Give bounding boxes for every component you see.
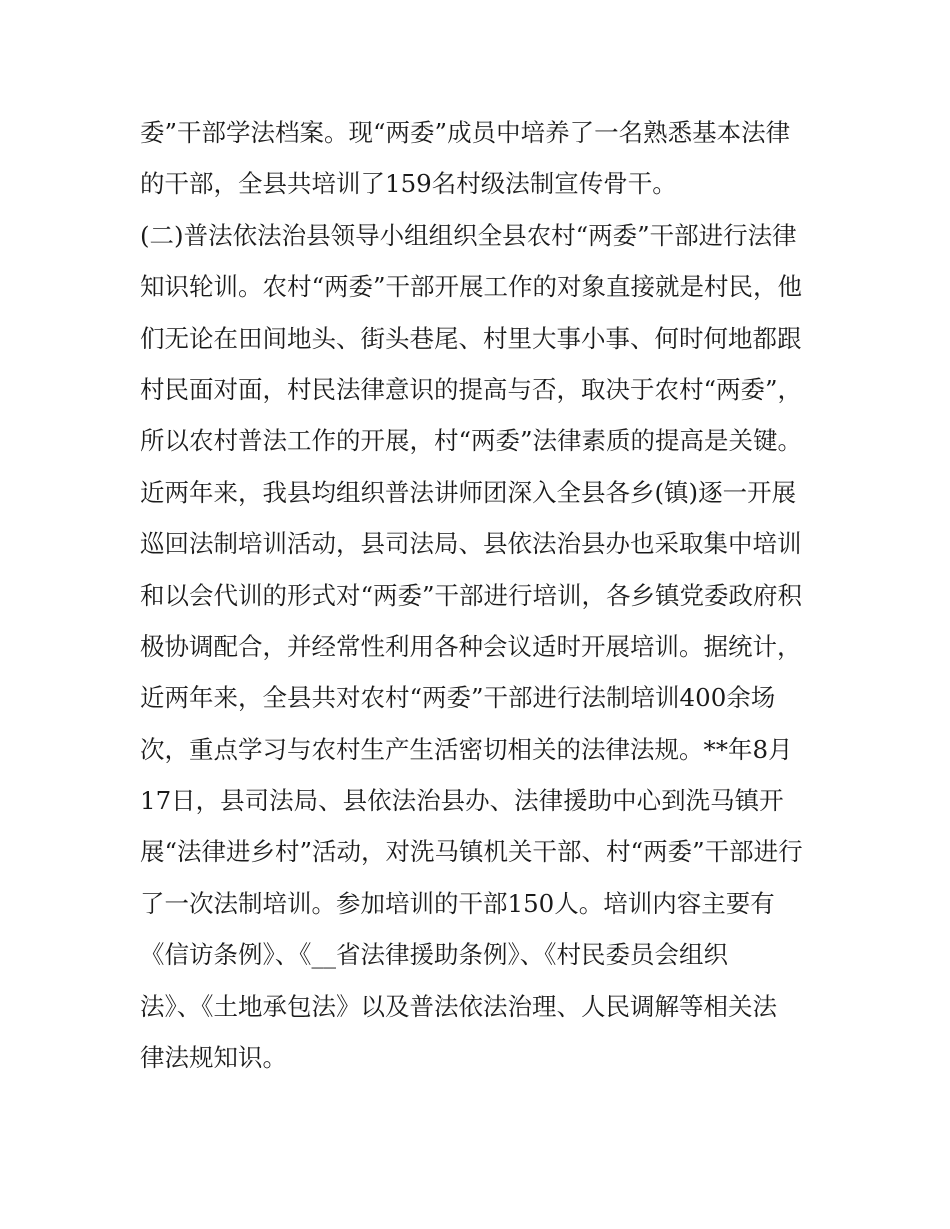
text-line: 近两年来，我县均组织普法讲师团深入全县各乡(镇)逐一开展 [140,477,797,507]
text-line: 展“法律进乡村”活动，对洗马镇机关干部、村“两委”干部进行 [140,837,803,867]
text-line: 巡回法制培训活动，县司法局、县依法治县办也采取集中培训 [140,529,802,559]
text-line: 了一次法制培训。参加培训的干部150人。培训内容主要有 [140,888,775,918]
text-line: 村民面对面，村民法律意识的提高与否，取决于农村“两委”， [140,374,803,404]
text-line: 17日，县司法局、县依法治县办、法律援助中心到洗马镇开 [140,786,784,816]
text-line: 们无论在田间地头、街头巷尾、村里大事小事、何时何地都跟 [140,323,802,353]
text-line: 所以农村普法工作的开展，村“两委”法律素质的提高是关键。 [140,426,803,456]
text-line: 近两年来，全县共对农村“两委”干部进行法制培训400余场 [140,683,776,713]
text-line: 法》、《土地承包法》以及普法依法治理、人民调解等相关法 [140,991,777,1021]
text-line: 的干部，全县共培训了159名村级法制宣传骨干。 [140,169,677,199]
text-line: 次，重点学习与农村生产生活密切相关的法律法规。**年8月 [140,734,793,764]
body-text [140,107,820,1083]
text-line: 知识轮训。农村“两委”干部开展工作的对象直接就是村民，他 [140,272,803,302]
text-line: 委”干部学法档案。现“两委”成员中培养了一名熟悉基本法律 [140,118,791,147]
text-line: 极协调配合，并经常性利用各种会议适时开展培训。据统计， [140,631,802,661]
text-line: 律法规知识。 [140,1043,287,1073]
text-line: (二)普法依法治县领导小组组织全县农村“两委”干部进行法律 [140,220,797,250]
text-line: 《信访条例》、《__省法律援助条例》、《村民委员会组织 [140,940,728,970]
text-line: 和以会代训的形式对“两委”干部进行培训，各乡镇党委政府积 [140,580,803,610]
